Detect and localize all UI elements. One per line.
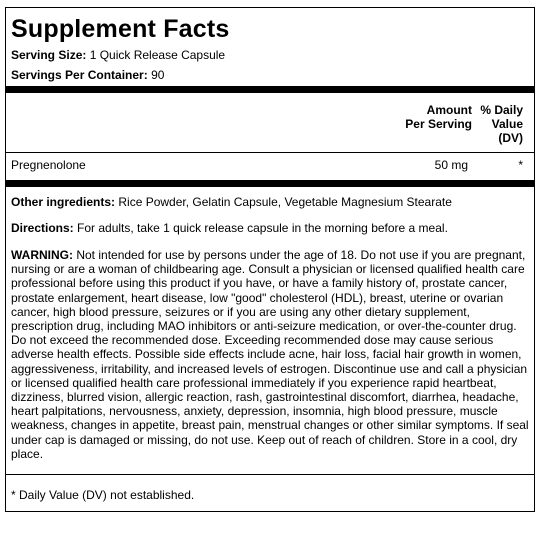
directions [11,221,529,235]
other-ingredients [11,195,529,209]
panel-title: Supplement Facts [11,15,230,43]
thick-divider-top [6,86,534,93]
warning-text: Not intended for use by persons under the age of 18. Do not use if you are pregnant, nursing or are a woman of childbearing age. Consult a physician or licensed qualified health care professional before using this product if you have, or have a family history of, prostate cancer, prostate enlargement, heart disease, low "good" cholesterol (HDL), breast, uterine or ovarian cancer, high blood pressure, seizures or if you are using any other dietary supplement, prescription drug, including MAO inhibitors or anti-seizure medication, or over-the-counter drug. Do not exceed the recommended dose. Exceeding recommended dose may cause serious adverse health effects. Possible side effects include acne, hair loss, facial hair growth in women, aggressiveness, irritability, and increased levels of estrogen. Discontinue use and call a physician or licensed qualified health care professional immediately if you experience rapid heartbeat, dizziness, blurred vision, allergic reaction, rash, gastrointestinal discomfort, diarrhea, headache, heart palpitations, nervousness, anxiety, depression, insomnia, high blood pressure, muscle weakness, changes in appetite, breast pain, menstrual changes or other similar symptoms. If seal under cap is damaged or missing, do not use. Keep out of reach of children. Store in a cool, dry place. [11,248,529,461]
serving-size-label: Serving Size: [11,48,87,62]
thin-divider-header [6,152,534,153]
nutrient-name: Pregnenolone [11,158,86,172]
amount-per-serving-header: Amount Per Serving [405,103,472,131]
warning-label: WARNING: [11,248,73,262]
thick-divider-bottom [6,180,534,187]
directions-label: Directions: [11,221,74,235]
daily-value-header: % Daily Value (DV) [480,103,523,145]
nutrient-amount: 50 mg [434,158,468,172]
warning [11,248,529,461]
daily-value-footnote: * Daily Value (DV) not established. [11,488,195,502]
nutrient-daily-value: * [518,158,523,172]
other-ingredients-text: Rice Powder, Gelatin Capsule, Vegetable Magnesium Stearate [118,195,452,209]
serving-size-value: 1 Quick Release Capsule [89,48,226,62]
supplement-facts-panel [5,7,535,512]
servings-per-container-value: 90 [151,68,165,82]
thin-divider-footnote [6,474,534,475]
servings-per-container-row [11,68,164,83]
serving-size-row [11,48,225,63]
directions-text: For adults, take 1 quick release capsule in the morning before a meal. [77,221,448,235]
servings-per-container-label: Servings Per Container: [11,68,148,82]
other-ingredients-label: Other ingredients: [11,195,116,209]
